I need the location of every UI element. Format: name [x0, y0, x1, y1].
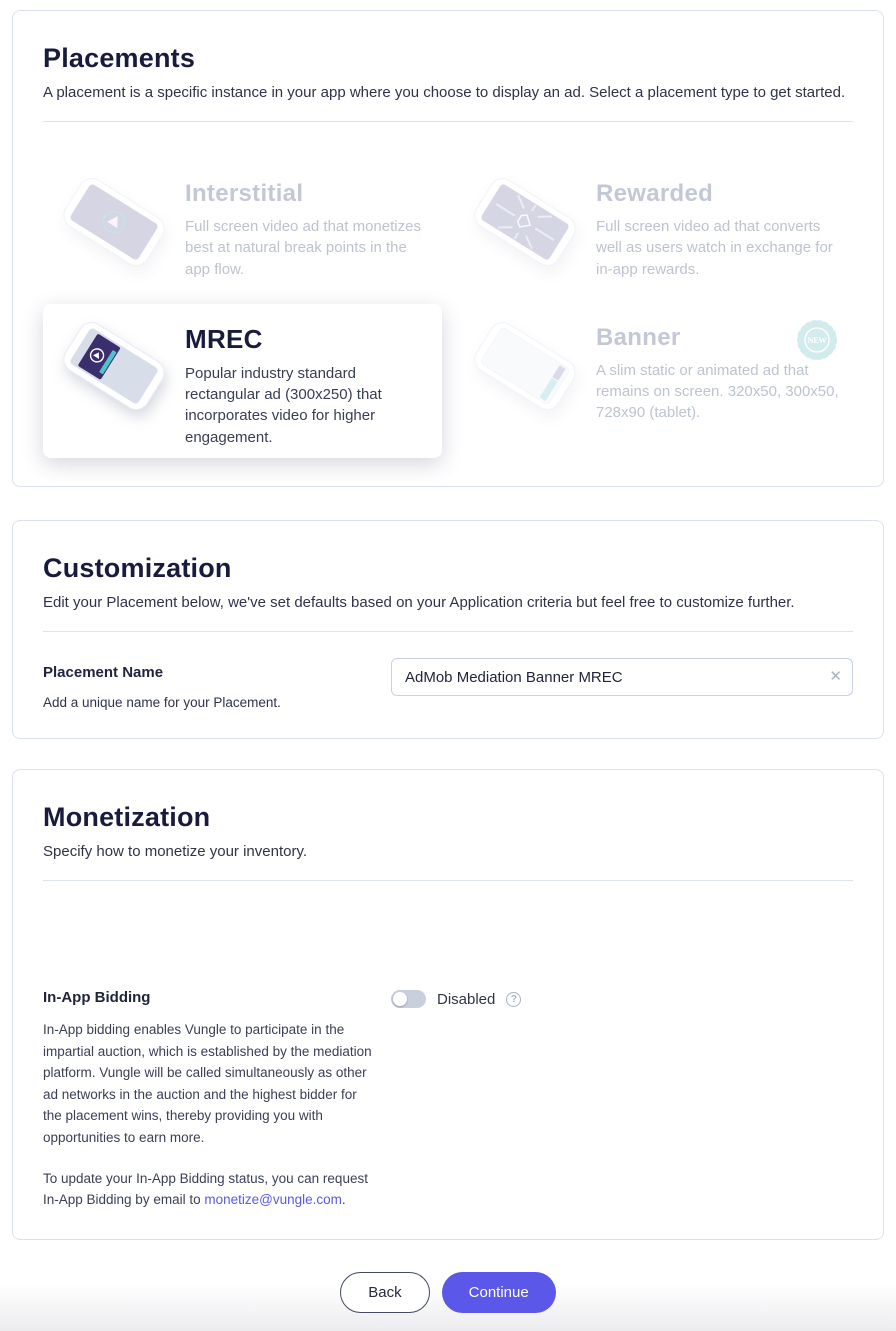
- monetization-card: [12, 769, 884, 1240]
- divider: [43, 121, 853, 122]
- placement-name-input[interactable]: [391, 658, 853, 696]
- mrec-phone-icon: [53, 314, 175, 422]
- placement-type-rewarded[interactable]: [454, 160, 853, 290]
- placement-type-grid: [43, 160, 853, 458]
- in-app-bidding-label: In-App Bidding: [43, 989, 151, 1007]
- monetize-email-link[interactable]: monetize@vungle.com: [204, 1192, 342, 1208]
- placements-card: [12, 10, 884, 487]
- new-badge-label: NEW: [807, 335, 827, 345]
- continue-button[interactable]: Continue: [442, 1272, 556, 1313]
- back-button[interactable]: Back: [340, 1272, 429, 1313]
- clear-input-icon[interactable]: ✕: [829, 668, 842, 686]
- rewarded-phone-icon: [464, 170, 586, 278]
- interstitial-title: Interstitial: [185, 180, 304, 207]
- placement-type-interstitial[interactable]: [43, 160, 442, 290]
- placement-type-mrec[interactable]: [43, 304, 442, 458]
- new-badge: [795, 318, 839, 362]
- divider: [43, 631, 853, 632]
- divider: [43, 880, 853, 881]
- customization-card: [12, 520, 884, 739]
- in-app-bidding-toggle[interactable]: [391, 990, 426, 1008]
- monetization-subtitle: Specify how to monetize your inventory.: [43, 843, 308, 861]
- placement-name-helper: Add a unique name for your Placement.: [43, 695, 281, 711]
- help-icon[interactable]: ?: [506, 992, 521, 1007]
- rewarded-title: Rewarded: [596, 180, 714, 207]
- mrec-phone-illustration: [53, 314, 175, 422]
- mrec-description: Popular industry standard rectangular ad (300x250) that incorporates video for higher engagement.: [185, 364, 382, 446]
- rewarded-description: Full screen video ad that converts well as users watch in exchange for in-app rewards.: [596, 218, 833, 278]
- placements-title: Placements: [43, 43, 196, 73]
- in-app-bidding-row: In-App Bidding In-App bidding enables Vungle to participate in the impartial auction, which is established by the mediation platform. Vungle will be called simultaneously as other ad networks in the auction and the highest bidder for the placement wins, thereby providing you with opportunities to earn more. To update your In-App Bidding status, you can request In-App Bidding by email to monetize@vungle.com. Disabled ?: [43, 989, 853, 1211]
- in-app-bidding-update-note: To update your In-App Bidding status, you can request In-App Bidding by email to: [43, 1170, 368, 1208]
- customization-subtitle: Edit your Placement below, we've set defaults based on your Application criteria but feel free to customize further.: [43, 594, 795, 612]
- banner-title: Banner: [596, 323, 681, 351]
- rewarded-phone-illustration: [464, 170, 586, 278]
- interstitial-phone-illustration: [53, 170, 175, 278]
- placement-name-label: Placement Name: [43, 664, 164, 682]
- placement-name-row: [43, 658, 853, 710]
- placements-subtitle: A placement is a specific instance in your app where you choose to display an ad. Select a placement type to get started.: [43, 84, 846, 101]
- customization-title: Customization: [43, 553, 232, 584]
- in-app-bidding-description: In-App bidding enables Vungle to participate in the impartial auction, which is established by the mediation platform. Vungle will be called simultaneously as other ad networks in the auction and the highest bidder for the placement wins, thereby providing you with opportunities to earn more.: [43, 1022, 372, 1146]
- placement-type-banner[interactable]: [454, 304, 853, 458]
- toggle-knob: [393, 992, 407, 1006]
- footer-actions: [0, 1272, 896, 1331]
- interstitial-description: Full screen video ad that monetizes best at natural break points in the app flow.: [185, 218, 421, 278]
- banner-phone-illustration: [464, 314, 586, 422]
- interstitial-phone-icon: [53, 170, 175, 278]
- banner-phone-icon: [464, 314, 586, 422]
- mrec-title: MREC: [185, 323, 263, 354]
- in-app-bidding-status: Disabled: [437, 990, 496, 1008]
- banner-description: A slim static or animated ad that remains on screen. 320x50, 300x50, 728x90 (tablet).: [596, 361, 839, 422]
- monetization-title: Monetization: [43, 802, 211, 833]
